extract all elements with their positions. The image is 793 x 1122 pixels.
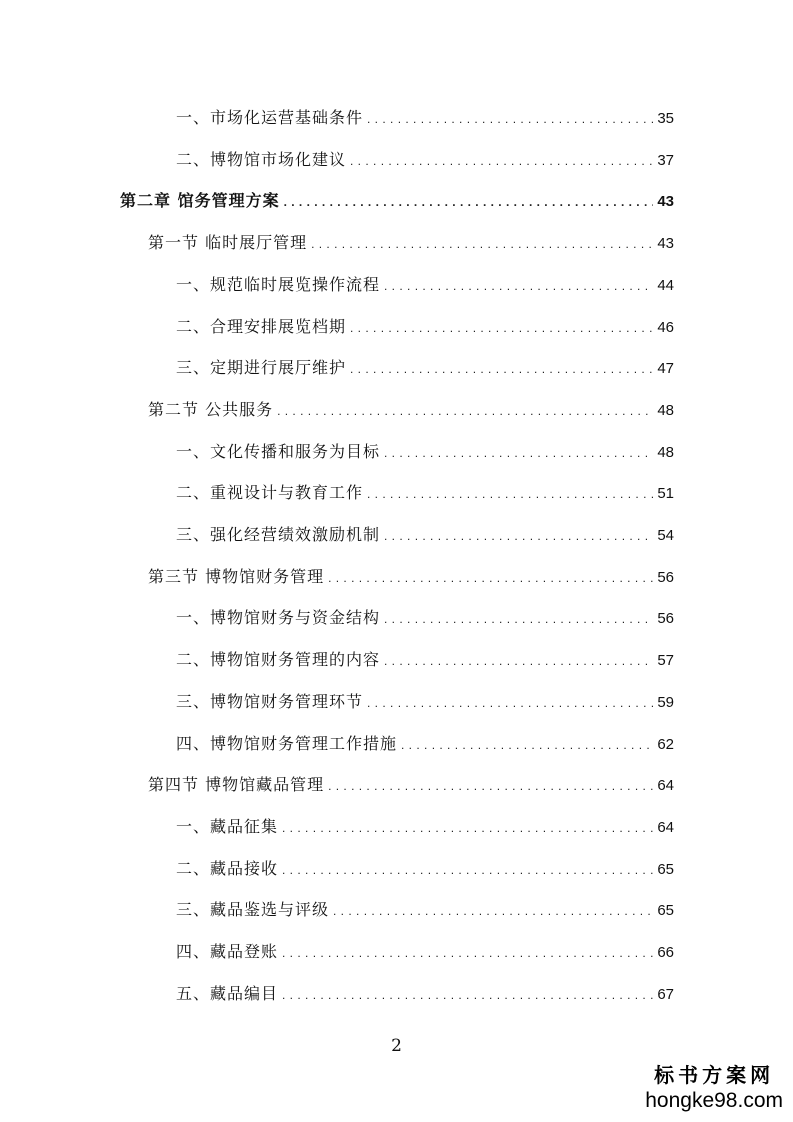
toc-entry-page: 48 [657,402,674,419]
toc-leader-dots [282,816,653,840]
toc-entry-title: 三、博物馆财务管理环节 [176,692,364,711]
toc-subsection-entry[interactable] [176,982,674,1006]
toc-entry-title: 第二章 馆务管理方案 [120,191,280,210]
toc-entry-title: 一、藏品征集 [176,817,279,836]
toc-leader-dots [311,232,653,256]
toc-entry-page: 64 [657,819,674,836]
toc-entry-page: 64 [657,777,674,794]
toc-entry-page: 65 [657,902,674,919]
toc-entry-title: 三、强化经营绩效激励机制 [176,525,381,544]
toc-subsection-entry[interactable] [176,148,674,172]
toc-entry-page: 43 [657,193,674,210]
page-number: 2 [391,1036,402,1056]
toc-leader-dots [328,774,653,798]
toc-entry-page: 46 [657,319,674,336]
toc-subsection-entry[interactable] [176,440,674,464]
toc-subsection-entry[interactable] [176,106,674,130]
toc-section-entry[interactable] [148,773,674,797]
toc-subsection-entry[interactable] [176,898,674,922]
toc-entry-page: 56 [657,569,674,586]
toc-section-entry[interactable] [148,231,674,255]
toc-leader-dots [367,107,653,131]
toc-entry-page: 37 [657,152,674,169]
toc-entry-title: 第二节 公共服务 [148,400,274,419]
toc-entry-title: 五、藏品编目 [176,984,279,1003]
toc-subsection-entry[interactable] [176,940,674,964]
toc-leader-dots [384,441,653,465]
toc-leader-dots [367,482,653,506]
toc-entry-page: 65 [657,861,674,878]
toc-entry-title: 一、市场化运营基础条件 [176,108,364,127]
toc-subsection-entry[interactable] [176,273,674,297]
toc-subsection-entry[interactable] [176,648,674,672]
toc-entry-page: 66 [657,944,674,961]
watermark-title: 标书方案网 [654,1065,775,1087]
toc-leader-dots [333,899,653,923]
toc-entry-page: 43 [657,235,674,252]
toc-leader-dots [350,316,653,340]
toc-entry-title: 三、藏品鉴选与评级 [176,900,330,919]
toc-entry-page: 44 [657,277,674,294]
toc-entry-title: 第一节 临时展厅管理 [148,233,308,252]
toc-entry-title: 三、定期进行展厅维护 [176,358,347,377]
toc-subsection-entry[interactable] [176,315,674,339]
toc-entry-title: 第四节 博物馆藏品管理 [148,775,325,794]
toc-entry-page: 47 [657,360,674,377]
toc-leader-dots [282,983,653,1007]
toc-chapter-entry[interactable] [120,189,674,213]
toc-entry-title: 二、博物馆市场化建议 [176,150,347,169]
toc-entry-title: 一、文化传播和服务为目标 [176,442,381,461]
toc-leader-dots [282,941,653,965]
toc-entry-page: 54 [657,527,674,544]
toc-entry-page: 48 [657,444,674,461]
toc-entry-page: 57 [657,652,674,669]
toc-entry-page: 62 [657,736,674,753]
toc-entry-page: 67 [657,986,674,1003]
toc-leader-dots [384,524,653,548]
toc-entry-title: 一、规范临时展览操作流程 [176,275,381,294]
toc-entry-title: 二、藏品接收 [176,859,279,878]
toc-leader-dots [384,607,653,631]
toc-entry-page: 35 [657,110,674,127]
toc-subsection-entry[interactable] [176,606,674,630]
toc-leader-dots [282,858,653,882]
toc-entry-title: 一、博物馆财务与资金结构 [176,608,381,627]
site-watermark [645,1064,783,1114]
toc-leader-dots [367,691,653,715]
toc-section-entry[interactable] [148,398,674,422]
toc-leader-dots [328,566,653,590]
toc-entry-title: 二、博物馆财务管理的内容 [176,650,381,669]
toc-leader-dots [284,190,654,214]
toc-subsection-entry[interactable] [176,815,674,839]
toc-section-entry[interactable] [148,565,674,589]
toc-subsection-entry[interactable] [176,523,674,547]
toc-subsection-entry[interactable] [176,481,674,505]
toc-leader-dots [384,649,653,673]
toc-entry-page: 51 [657,485,674,502]
toc-leader-dots [277,399,653,423]
toc-entry-page: 56 [657,610,674,627]
toc-entry-title: 四、博物馆财务管理工作措施 [176,734,398,753]
toc-subsection-entry[interactable] [176,857,674,881]
toc-subsection-entry[interactable] [176,732,674,756]
toc-entry-page: 59 [657,694,674,711]
toc-entry-title: 四、藏品登账 [176,942,279,961]
toc-subsection-entry[interactable] [176,356,674,380]
toc-leader-dots [350,357,653,381]
toc-entry-title: 第三节 博物馆财务管理 [148,567,325,586]
watermark-url: hongke98.com [645,1089,783,1112]
toc-subsection-entry[interactable] [176,690,674,714]
toc-entry-title: 二、重视设计与教育工作 [176,483,364,502]
toc-leader-dots [384,274,653,298]
toc-leader-dots [401,733,653,757]
toc-leader-dots [350,149,653,173]
toc-entry-title: 二、合理安排展览档期 [176,317,347,336]
